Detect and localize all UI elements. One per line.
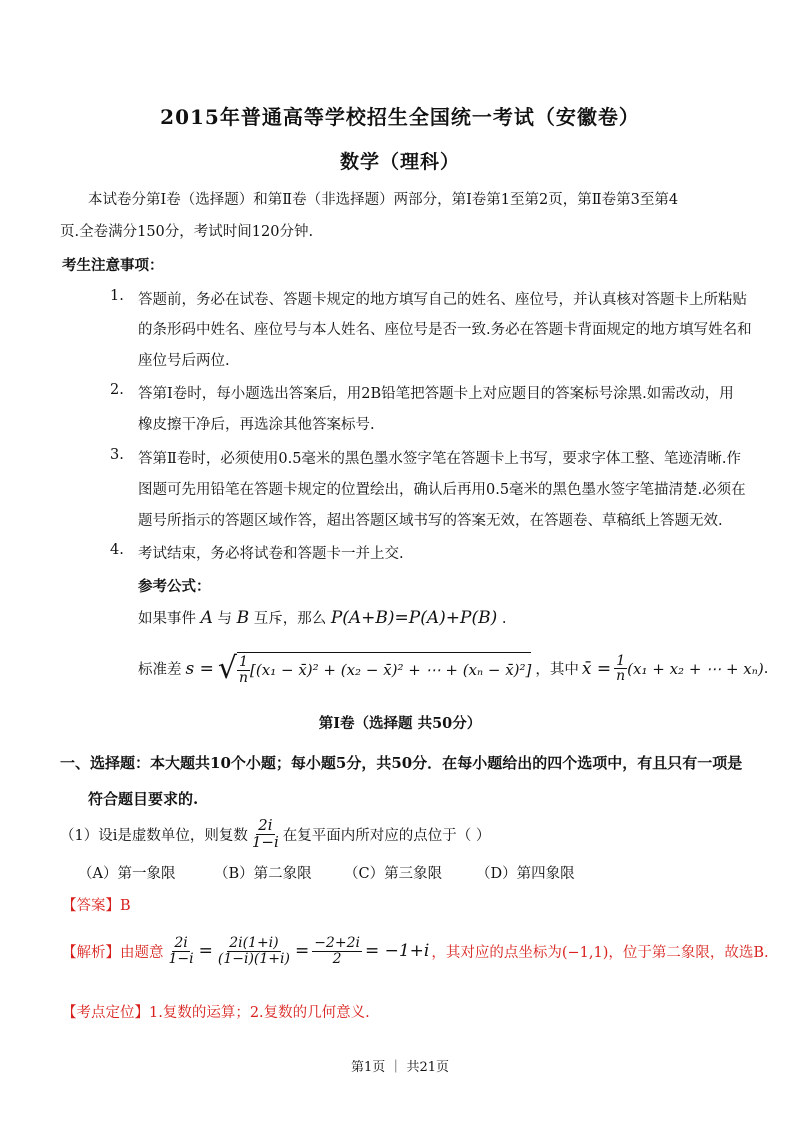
analysis-label: 【解析】: [62, 944, 120, 961]
denominator: 1−i: [168, 950, 194, 967]
question-text: 在复平面内所对应的点位于（ ）: [282, 827, 491, 844]
formula-text: 与: [217, 611, 232, 627]
sqrt-icon: √: [217, 650, 237, 686]
math-expression: s =: [185, 658, 214, 679]
intro-line-2: 页.全卷满分150分，考试时间120分钟.: [60, 224, 314, 240]
note-number: 4.: [110, 542, 124, 558]
math-expression: =: [198, 941, 213, 962]
analysis: [62, 936, 769, 966]
knowledge-label: 【考点定位】: [62, 1005, 149, 1021]
intro-line-1: 本试卷分第Ⅰ卷（选择题）和第Ⅱ卷（非选择题）两部分，第Ⅰ卷第1至第2页，第Ⅱ卷第3至第4: [88, 192, 679, 208]
fraction: [614, 654, 627, 684]
numerator: 1: [239, 654, 248, 670]
fraction: [167, 936, 196, 966]
note-line: 答第Ⅱ卷时，必须使用0.5毫米的黑色墨水签字笔在答题卡上书写，要求字体工整、笔迹清晰.作: [138, 451, 742, 467]
fraction: [250, 818, 281, 851]
note-line: 图题可先用铅笔在答题卡规定的位置绘出，确认后再用0.5毫米的黑色墨水签字笔描清楚.必须在: [138, 482, 746, 498]
denominator: 2: [332, 950, 342, 967]
formula-text: .: [501, 611, 507, 627]
formula-text: 如果事件: [138, 611, 196, 627]
note-line: 的条形码中姓名、座位号与本人姓名、座位号是否一致.务必在答题卡背面规定的地方填写姓名和: [138, 322, 752, 338]
formula-standard-deviation: [138, 652, 768, 685]
fraction: [237, 655, 250, 685]
numerator: 2i(1+i): [229, 935, 279, 951]
denominator: n: [239, 669, 249, 686]
math-var: A: [200, 608, 213, 628]
fraction: [216, 936, 292, 966]
formula-text: .: [763, 660, 769, 677]
numerator: 1: [616, 652, 626, 669]
math-expression: P(A+B)=P(A)+P(B): [330, 608, 498, 628]
formula-text: 互斥，那么: [253, 611, 327, 627]
note-line: 题号所指示的答题区域作答，超出答题区域书写的答案无效，在答题卷、草稿纸上答题无效.: [138, 513, 723, 529]
option-b: （B）第二象限: [214, 866, 312, 882]
math-expression: = −1+i: [364, 941, 430, 962]
denominator: n: [616, 668, 626, 685]
page-footer: 第1页 ｜ 共21页: [350, 1060, 450, 1075]
math-var: B: [236, 608, 250, 628]
formula-text: 标准差: [138, 662, 182, 679]
formula-probability: [138, 607, 506, 628]
note-number: 1.: [110, 288, 124, 304]
numerator: 2i: [258, 816, 273, 834]
option-a: （A）第一象限: [78, 866, 176, 882]
note-line: 座位号后两位.: [138, 353, 230, 369]
analysis-text: 由题意: [120, 944, 164, 961]
analysis-text: ，其对应的点坐标为(−1,1)，位于第二象限，故选B.: [431, 944, 769, 961]
note-number: 2.: [110, 382, 124, 398]
formula-text: ，其中: [535, 662, 579, 679]
math-expression: =: [294, 941, 310, 962]
math-expression: [(x₁ − x̄)² + (x₂ − x̄)² + ⋯ + (xₙ − x̄)²]: [250, 661, 532, 680]
section-heading-line-1: 一、选择题：本大题共10个小题；每小题5分，共50分．在每小题给出的四个选项中，有且只有一项是: [60, 754, 743, 772]
note-line: 橡皮擦干净后，再选涂其他答案标号.: [138, 417, 375, 433]
note-line: 考试结束，务必将试卷和答题卡一并上交.: [138, 546, 404, 562]
question-1: [60, 818, 490, 851]
answer: 【答案】B: [62, 898, 131, 914]
denominator: (1−i)(1+i): [217, 950, 290, 967]
math-expression: (x₁ + x₂ + ⋯ + xₙ): [627, 659, 764, 678]
denominator: 1−i: [251, 832, 279, 851]
note-line: 答题前，务必在试卷、答题卡规定的地方填写自己的姓名、座位号，并认真核对答题卡上所粘贴: [138, 292, 747, 308]
math-expression: x̄ =: [581, 658, 612, 679]
knowledge-text: 1.复数的运算；2.复数的几何意义.: [149, 1005, 370, 1021]
reference-heading: 参考公式：: [138, 578, 211, 595]
numerator: −2+2i: [314, 935, 360, 951]
note-number: 3.: [110, 447, 124, 463]
exam-title: 2015年普通高等学校招生全国统一考试（安徽卷）: [160, 105, 640, 129]
fraction: [312, 936, 362, 966]
knowledge-points: [62, 1001, 370, 1022]
section-heading-line-2: 符合题目要求的.: [88, 790, 199, 808]
exam-subtitle: 数学（理科）: [339, 151, 460, 173]
option-d: （D）第四象限: [476, 866, 575, 882]
question-text: （1）设i是虚数单位，则复数: [60, 827, 248, 844]
notes-heading: 考生注意事项：: [62, 257, 164, 274]
numerator: 2i: [174, 935, 188, 951]
option-c: （C）第三象限: [344, 866, 443, 882]
sqrt-content: [237, 652, 531, 685]
section-title: 第Ⅰ卷（选择题 共50分）: [318, 715, 482, 732]
note-line: 答第Ⅰ卷时，每小题选出答案后，用2B铅笔把答题卡上对应题目的答案标号涂黑.如需改动，用: [138, 386, 734, 402]
